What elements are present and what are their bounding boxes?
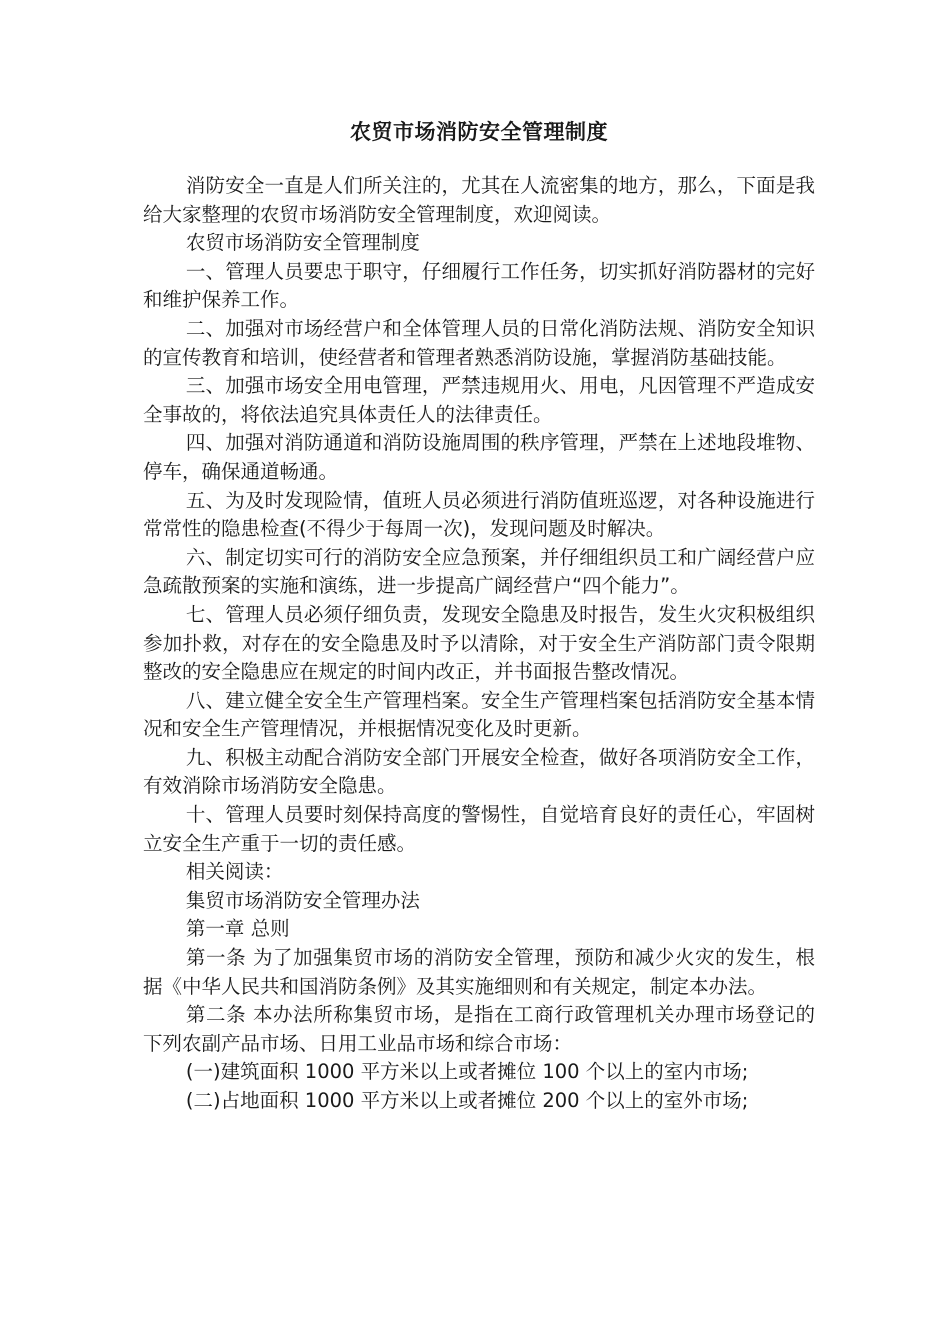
document-page [143, 116, 815, 1116]
paragraph-item-1: (一)建筑面积 1000 平方米以上或者摊位 100 个以上的室内市场; [185, 1060, 749, 1084]
paragraph-intro: 消防安全一直是人们所关注的，尤其在人流密集的地方，那么，下面是我给大家整理的农贸市场消防安全管理制度，欢迎阅读。 [143, 174, 815, 226]
paragraph-article-2: 第二条 本办法所称集贸市场，是指在工商行政管理机关办理市场登记的下列农副产品市场、日用工业品市场和综合市场： [143, 1003, 815, 1055]
paragraph-chapter-1: 第一章 总则 [185, 917, 290, 941]
paragraph-item-2: (二)占地面积 1000 平方米以上或者摊位 200 个以上的室外市场; [185, 1089, 749, 1112]
paragraph-related-title: 集贸市场消防安全管理办法 [185, 888, 420, 912]
paragraph-rule-10: 十、管理人员要时刻保持高度的警惕性，自觉培育良好的责任心，牢固树立安全生产重于一切的责任感。 [143, 803, 815, 855]
paragraph-rule-8: 八、建立健全安全生产管理档案。安全生产管理档案包括消防安全基本情况和安全生产管理情况，并根据情况变化及时更新。 [143, 688, 815, 741]
paragraph-subtitle: 农贸市场消防安全管理制度 [185, 231, 420, 255]
paragraph-rule-9: 九、积极主动配合消防安全部门开展安全检查，做好各项消防安全工作，有效消除市场消防安全隐患。 [143, 745, 815, 798]
document-title: 农贸市场消防安全管理制度 [350, 120, 608, 144]
paragraph-rule-2: 二、加强对市场经营户和全体管理人员的日常化消防法规、消防安全知识的宣传教育和培训，使经营者和管理者熟悉消防设施，掌握消防基础技能。 [143, 316, 815, 369]
paragraph-rule-7: 七、管理人员必须仔细负责，发现安全隐患及时报告，发生火灾积极组织参加扑救，对存在的安全隐患及时予以清除，对于安全生产消防部门责令限期整改的安全隐患应在规定的时间内改正，并书面报告整改情况。 [143, 602, 815, 684]
document-body [143, 172, 815, 1116]
paragraph-rule-3: 三、加强市场安全用电管理，严禁违规用火、用电，凡因管理不严造成安全事故的，将依法追究具体责任人的法律责任。 [143, 374, 815, 426]
paragraph-rule-1: 一、管理人员要忠于职守，仔细履行工作任务，切实抓好消防器材的完好和维护保养工作。 [143, 259, 815, 312]
paragraph-article-1: 第一条 为了加强集贸市场的消防安全管理，预防和减少火灾的发生，根据《中华人民共和国消防条例》及其实施细则和有关规定，制定本办法。 [143, 946, 815, 998]
paragraph-related-reading: 相关阅读： [185, 860, 284, 884]
paragraph-rule-6: 六、制定切实可行的消防安全应急预案，并仔细组织员工和广阔经营户应急疏散预案的实施和演练，进一步提高广阔经营户“四个能力”。 [143, 545, 815, 598]
paragraph-rule-5: 五、为及时发现险情，值班人员必须进行消防值班巡逻，对各种设施进行常常性的隐患检查(不得少于每周一次)，发现问题及时解决。 [143, 488, 815, 541]
paragraph-rule-4: 四、加强对消防通道和消防设施周围的秩序管理，严禁在上述地段堆物、停车，确保通道畅通。 [143, 431, 815, 483]
